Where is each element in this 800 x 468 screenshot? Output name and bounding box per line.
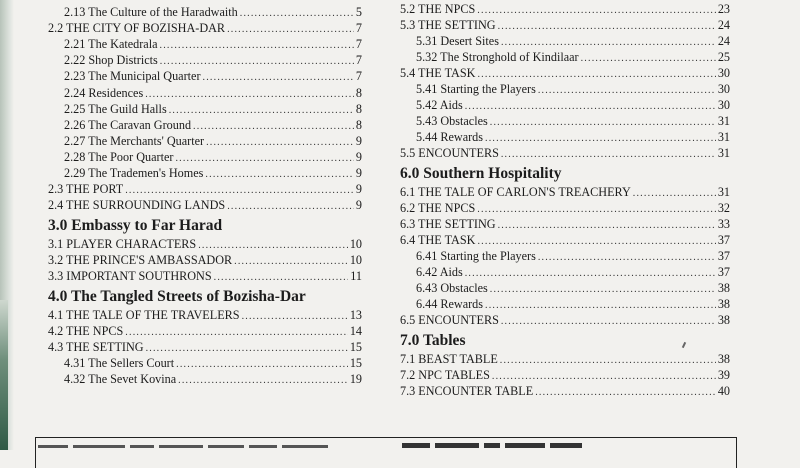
toc-entry-title: 2.22 Shop Districts bbox=[64, 53, 158, 68]
toc-entry bbox=[48, 252, 362, 268]
toc-entry bbox=[48, 339, 362, 355]
toc-entry-page: 8 bbox=[355, 85, 362, 100]
pen-mark bbox=[682, 342, 686, 348]
toc-entry-title: 4.2 THE NPCS bbox=[48, 323, 124, 338]
footer-box bbox=[35, 437, 737, 468]
toc-entry-page: 30 bbox=[717, 66, 730, 80]
section-heading: 7.0 Tables bbox=[400, 332, 466, 349]
toc-entry-title: 2.23 The Municipal Quarter bbox=[64, 69, 201, 84]
toc-entry-page: 9 bbox=[355, 166, 362, 180]
toc-entry-page: 31 bbox=[717, 146, 730, 160]
toc-entry bbox=[400, 383, 730, 399]
toc-entry-page: 37 bbox=[717, 233, 730, 247]
toc-entry bbox=[64, 36, 362, 52]
dot-leader bbox=[214, 270, 349, 286]
dot-leader bbox=[501, 147, 716, 163]
toc-entry bbox=[416, 33, 730, 49]
toc-entry-page: 38 bbox=[717, 313, 730, 327]
toc-entry bbox=[400, 232, 730, 248]
toc-entry bbox=[400, 367, 730, 383]
toc-entry bbox=[400, 312, 730, 328]
toc-entry-page: 8 bbox=[355, 117, 362, 132]
toc-entry-page: 30 bbox=[717, 98, 730, 112]
toc-entry-page: 31 bbox=[717, 185, 730, 199]
toc-entry-title: 6.4 THE TASK bbox=[400, 233, 476, 247]
toc-entry bbox=[64, 355, 362, 371]
toc-entry-title: 5.32 The Stronghold of Kindilaar bbox=[416, 50, 579, 64]
toc-entry-page: 9 bbox=[355, 198, 362, 213]
footer-left-text-fragment bbox=[38, 445, 368, 450]
toc-entry-title: 6.42 Aids bbox=[416, 265, 463, 279]
toc-entry bbox=[48, 236, 362, 252]
toc-entry-title: 2.13 The Culture of the Haradwaith bbox=[64, 5, 238, 19]
toc-entry bbox=[64, 149, 362, 165]
toc-entry-title: 6.41 Starting the Players bbox=[416, 249, 536, 263]
toc-entry bbox=[400, 351, 730, 367]
toc-entry-title: 5.4 THE TASK bbox=[400, 66, 476, 80]
toc-entry-page: 10 bbox=[349, 252, 362, 267]
toc-entry-page: 37 bbox=[717, 249, 730, 263]
toc-entry bbox=[64, 117, 362, 133]
toc-entry bbox=[64, 52, 362, 68]
toc-entry-title: 5.44 Rewards bbox=[416, 130, 484, 144]
toc-entry-page: 37 bbox=[717, 265, 730, 279]
toc-entry bbox=[48, 307, 362, 323]
toc-entry bbox=[400, 184, 730, 200]
toc-entry-title: 4.31 The Sellers Court bbox=[64, 355, 175, 370]
toc-entry-page: 24 bbox=[717, 18, 730, 32]
toc-entry-page: 33 bbox=[717, 217, 730, 231]
toc-entry-title: 5.2 THE NPCS bbox=[400, 2, 476, 16]
toc-entry-title: 2.4 THE SURROUNDING LANDS bbox=[48, 198, 226, 213]
toc-entry-title: 5.31 Desert Sites bbox=[416, 34, 499, 48]
toc-entry-page: 38 bbox=[717, 297, 730, 311]
toc-entry-title: 5.3 THE SETTING bbox=[400, 18, 496, 32]
toc-entry-title: 7.3 ENCOUNTER TABLE bbox=[400, 384, 534, 398]
toc-entry-page: 25 bbox=[717, 50, 730, 64]
toc-entry-title: 4.3 THE SETTING bbox=[48, 339, 144, 354]
toc-entry bbox=[64, 68, 362, 84]
toc-entry-page: 9 bbox=[355, 133, 362, 148]
toc-entry-page: 32 bbox=[717, 201, 730, 215]
toc-entry bbox=[64, 85, 362, 101]
toc-entry bbox=[416, 49, 730, 65]
toc-entry-title: 2.24 Residences bbox=[64, 85, 144, 100]
toc-entry-page: 11 bbox=[350, 269, 362, 283]
toc-entry-title: 5.42 Aids bbox=[416, 98, 463, 112]
toc-entry bbox=[64, 133, 362, 149]
toc-entry-page: 8 bbox=[355, 101, 362, 116]
toc-entry-page: 15 bbox=[349, 339, 362, 354]
section-heading: 6.0 Southern Hospitality bbox=[400, 165, 562, 182]
toc-entry bbox=[48, 323, 362, 339]
toc-entry-page: 38 bbox=[717, 352, 730, 366]
toc-entry-title: 6.3 THE SETTING bbox=[400, 217, 496, 231]
toc-entry-page: 5 bbox=[355, 5, 362, 19]
toc-entry-title: 2.3 THE PORT bbox=[48, 182, 124, 197]
toc-entry-title: 2.25 The Guild Halls bbox=[64, 101, 167, 116]
toc-entry-title: 6.44 Rewards bbox=[416, 297, 484, 311]
toc-entry-title: 2.28 The Poor Quarter bbox=[64, 149, 174, 164]
toc-entry bbox=[416, 97, 730, 113]
toc-entry bbox=[416, 129, 730, 145]
toc-entry-title: 6.43 Obstacles bbox=[416, 281, 488, 295]
toc-entry-page: 31 bbox=[717, 130, 730, 144]
toc-entry bbox=[416, 113, 730, 129]
toc-entry-title: 7.2 NPC TABLES bbox=[400, 368, 490, 382]
toc-entry bbox=[416, 248, 730, 264]
toc-entry-page: 15 bbox=[349, 355, 362, 370]
toc-entry-page: 7 bbox=[355, 53, 362, 68]
toc-entry bbox=[416, 280, 730, 296]
section-heading: 4.0 The Tangled Streets of Bozisha-Dar bbox=[48, 288, 306, 306]
toc-entry bbox=[416, 81, 730, 97]
toc-entry-title: 5.43 Obstacles bbox=[416, 114, 488, 128]
section-heading: 3.0 Embassy to Far Harad bbox=[48, 217, 223, 235]
toc-entry-page: 31 bbox=[717, 114, 730, 128]
toc-entry-page: 19 bbox=[349, 372, 362, 386]
toc-entry-title: 2.27 The Merchants' Quarter bbox=[64, 133, 205, 148]
toc-entry-page: 40 bbox=[717, 384, 730, 398]
toc-entry-page: 13 bbox=[349, 307, 362, 322]
toc-entry bbox=[400, 1, 730, 17]
toc-entry-title: 3.2 THE PRINCE'S AMBASSADOR bbox=[48, 252, 233, 267]
toc-entry-title: 6.2 THE NPCS bbox=[400, 201, 476, 215]
toc-entry bbox=[64, 101, 362, 117]
toc-entry bbox=[400, 145, 730, 161]
toc-entry bbox=[416, 296, 730, 312]
toc-entry bbox=[64, 165, 362, 181]
toc-entry-title: 2.2 THE CITY OF BOZISHA-DAR bbox=[48, 21, 226, 36]
page-edge bbox=[0, 0, 14, 450]
page-edge-stain bbox=[0, 300, 8, 450]
toc-entry-page: 24 bbox=[717, 34, 730, 48]
toc-entry-page: 7 bbox=[355, 21, 362, 36]
dot-leader bbox=[227, 199, 354, 215]
toc-entry-title: 2.26 The Caravan Ground bbox=[64, 117, 192, 132]
toc-entry bbox=[400, 17, 730, 33]
toc-entry-title: 3.1 PLAYER CHARACTERS bbox=[48, 236, 197, 251]
toc-entry-title: 3.3 IMPORTANT SOUTHRONS bbox=[48, 269, 212, 283]
dot-leader bbox=[535, 385, 716, 401]
toc-entry-title: 7.1 BEAST TABLE bbox=[400, 352, 498, 366]
toc-entry-title: 2.29 The Trademen's Homes bbox=[64, 166, 204, 180]
toc-entry bbox=[400, 216, 730, 232]
footer-right-text-fragment bbox=[402, 443, 622, 450]
toc-entry-page: 9 bbox=[355, 182, 362, 197]
toc-entry bbox=[416, 264, 730, 280]
toc-entry-page: 9 bbox=[355, 149, 362, 164]
toc-entry-title: 4.32 The Sevet Kovina bbox=[64, 372, 177, 386]
toc-entry-page: 39 bbox=[717, 368, 730, 382]
toc-entry bbox=[400, 65, 730, 81]
dot-leader bbox=[178, 373, 348, 389]
toc-entry bbox=[64, 4, 362, 20]
dot-leader bbox=[501, 314, 716, 330]
toc-entry-page: 7 bbox=[355, 69, 362, 84]
toc-entry bbox=[48, 197, 362, 213]
toc-entry-title: 6.1 THE TALE OF CARLON'S TREACHERY bbox=[400, 185, 631, 199]
toc-entry-title: 6.5 ENCOUNTERS bbox=[400, 313, 499, 327]
toc-entry-title: 2.21 The Katedrala bbox=[64, 37, 158, 52]
toc-entry-page: 23 bbox=[717, 2, 730, 16]
toc-entry-page: 38 bbox=[717, 281, 730, 295]
toc-entry bbox=[400, 200, 730, 216]
toc-entry-title: 5.41 Starting the Players bbox=[416, 82, 536, 96]
toc-entry-title: 5.5 ENCOUNTERS bbox=[400, 146, 499, 160]
toc-entry bbox=[48, 181, 362, 197]
toc-entry-page: 7 bbox=[355, 37, 362, 52]
toc-entry bbox=[48, 268, 362, 284]
toc-entry-page: 30 bbox=[717, 82, 730, 96]
toc-entry-title: 4.1 THE TALE OF THE TRAVELERS bbox=[48, 307, 240, 322]
toc-entry-page: 10 bbox=[349, 236, 362, 251]
toc-entry bbox=[64, 371, 362, 387]
toc-entry bbox=[48, 20, 362, 36]
toc-entry-page: 14 bbox=[349, 323, 362, 338]
